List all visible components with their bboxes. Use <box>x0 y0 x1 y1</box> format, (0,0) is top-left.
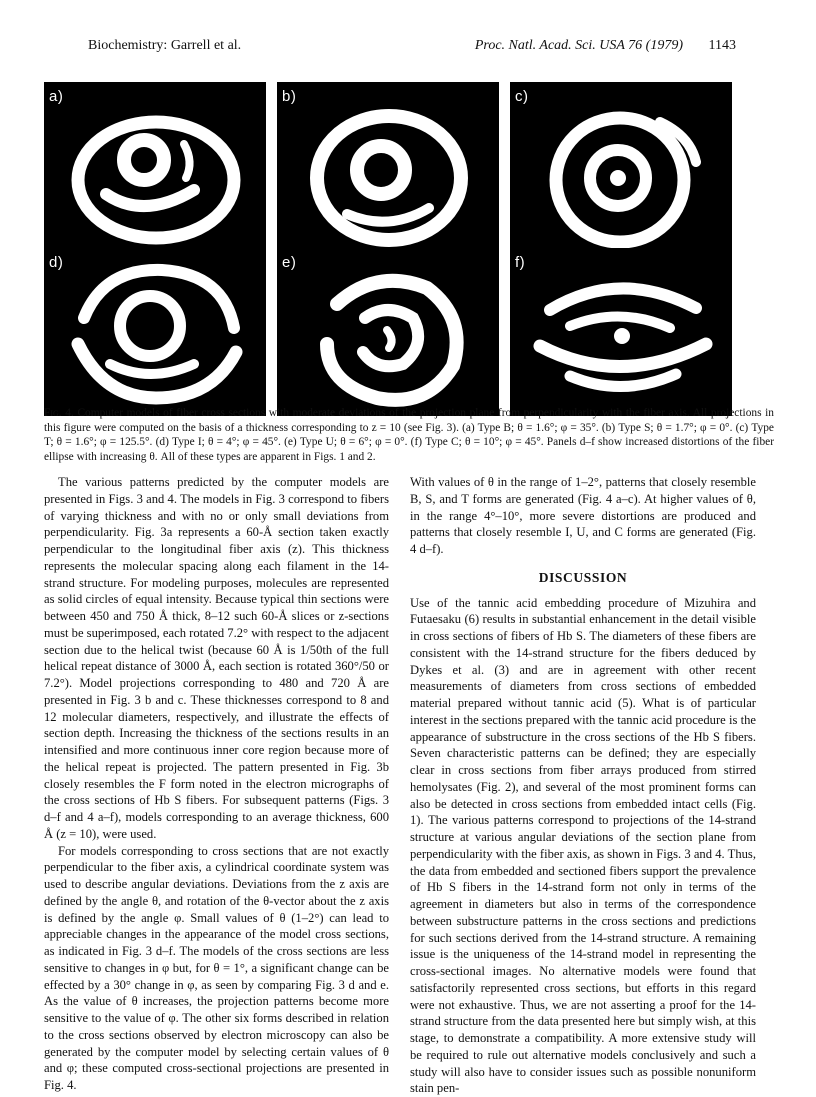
panel-a-image <box>44 82 266 250</box>
panel-label-b: b) <box>282 88 296 105</box>
body-column-left <box>44 474 389 1094</box>
running-header <box>88 38 736 62</box>
panel-d-image <box>44 248 266 416</box>
figure-panel-d <box>44 248 266 416</box>
body-paragraph: Use of the tannic acid embedding procedure of Mizuhira and Futaesaku (6) results in substantial enhancement in the detail visible in cross sections of fibers of Hb S. The diameters of these fibers are consistent with the 14-strand structure for the fibers deduced by Dykes et al. (3) and are in agreement with other recent measurements of diameters from cross sections of embedded material prepared without tannic acid (5). What is of particular interest in the sections prepared with the tannic acid procedure is the appearance of substructure in the cross sections of the Hb S fibers. Seven characteristic patterns can be defined; they are especially clear in cross sections from fiber arrays produced from stirred hemolysates (Fig. 2), and several of the most prominent forms can also be detected in cross sections from embedded intact cells (Fig. 1). The various patterns correspond to projections of the 14-strand structure at various angular deviations of the section plane from perpendicularity with the fiber axis, as shown in Figs. 3 and 4. Thus, the data from embedded and sectioned fibers support the prevalence of Hb S fibers in the 14-strand form not only in terms of the agreement in diameters but also in terms of the correspondence between substructure patterns in the cross sections and predictions for such sections derived from the 14-strand structure. A remaining issue is the uniqueness of the 14-strand model in representing the cross-sectional images. No alternative models were found that satisfactorily represented cross sections, but efforts in this regard were not exhaustive. Thus, we are not asserting a proof for the 14-strand structure from the data presented here but simply wish, at this stage, to demonstrate a compatibility. A more extensive study will be required to rule out alternative models conclusively and such a study will also have to consider issues such as possible nonuniform stain pen- <box>410 595 756 1097</box>
panel-e-image <box>277 248 499 416</box>
header-page-number: 1143 <box>709 38 736 53</box>
figure-panel-f <box>510 248 732 416</box>
body-paragraph: With values of θ in the range of 1–2°, patterns that closely resemble B, S, and T forms are generated (Fig. 4 a–c). At higher values of θ, in the range 4°–10°, more severe distortions are produced and patterns that closely resemble I, U, and C forms are generated (Fig. 4 d–f). <box>410 474 756 558</box>
figure-panel-b <box>277 82 499 250</box>
panel-label-c: c) <box>515 88 529 105</box>
figure-panel-a <box>44 82 266 250</box>
header-section-author: Biochemistry: Garrell et al. <box>88 38 241 54</box>
panel-f-image <box>510 248 732 416</box>
body-paragraph: The various patterns predicted by the computer models are presented in Figs. 3 and 4. The models in Fig. 3 correspond to fibers of varying thickness and with no or only small deviations from perpendicularity. Fig. 3a represents a 60-Å section taken exactly perpendicular to the longitudinal fiber axis (z). This thickness represents the molecular spacing along each filament in the 14-strand structure. For modeling purposes, molecules are represented as solid circles of equal intensity. Because typical thin sections were between 450 and 750 Å thick, 8–12 such 60-Å slices or z-sections must be superimposed, each rotated 7.2° with respect to the adjacent section due to the helical twist (because 60 Å is 1/50th of the full helical repeat distance of 3000 Å, each section is rotated 360°/50 or 7.2°). Model projections corresponding to 480 and 720 Å are presented in Fig. 3 b and c. These thicknesses correspond to 8 and 12 molecular diameters, respectively, and illustrate the effects of section depth. Increasing the thickness of the sections results in an intensified and more continuous inner core region because more of the helical repeat is projected. The pattern presented in Fig. 3b closely resembles the F form noted in the electron micrographs of the cross sections of Hb S fibers. For subsequent patterns (Figs. 3 d–f and 4 a–f), models corresponding to an average thickness, 600 Å (z = 10), were used. <box>44 474 389 843</box>
header-journal: Proc. Natl. Acad. Sci. USA 76 (1979) <box>475 38 683 53</box>
panel-label-a: a) <box>49 88 63 105</box>
panel-b-image <box>277 82 499 250</box>
panel-c-image <box>510 82 732 250</box>
header-journal-page <box>475 38 736 54</box>
caption-label: Fig. 4. <box>44 407 74 419</box>
figure-panel-e <box>277 248 499 416</box>
panel-label-d: d) <box>49 254 63 271</box>
body-column-right <box>410 474 756 1097</box>
section-heading-discussion: DISCUSSION <box>410 570 756 587</box>
figure-caption <box>44 406 774 464</box>
panel-label-e: e) <box>282 254 296 271</box>
caption-text: Computer models of fiber cross sections with moderate deviations of the projection plane from perpendicularity with the fiber axis. All projections in this figure were computed on the basis of a thickness corresponding to z = 10 (see Fig. 3). (a) Type B; θ = 1.6°; φ = 35°. (b) Type S; θ = 1.7°; φ = 0°. (c) Type T; θ = 1.6°; φ = 125.5°. (d) Type I; θ = 4°; φ = 45°. (e) Type U; θ = 6°; φ = 0°. (f) Type C; θ = 10°; φ = 45°. Panels d–f show increased distortions of the fiber ellipse with increasing θ. All of these types are apparent in Figs. 1 and 2. <box>44 407 774 463</box>
figure-panel-c <box>510 82 732 250</box>
figure-4 <box>30 72 786 414</box>
panel-label-f: f) <box>515 254 525 271</box>
body-paragraph: For models corresponding to cross sections that are not exactly perpendicular to the fiber axis, a cylindrical coordinate system was used to describe angular deviations. Deviations from the z axis are defined by the angle θ, and rotation of the θ-vector about the z axis is defined by the angle φ. Small values of θ (1–2°) can lead to appreciable changes in the appearance of the model cross sections, as indicated in Fig. 3 d–f. The models of the cross sections are less sensitive to changes in φ but, for θ = 1°, a significant change can be effected by a 30° change in φ, as seen by comparing Fig. 3 d and e. As the value of θ increases, the projection patterns become more sensitive to the value of φ. The other six forms described in relation to the cross sections observed by electron microscopy can also be generated by the computer model by selecting certain values of θ and φ; these computed cross-sectional projections are presented in Fig. 4. <box>44 843 389 1094</box>
